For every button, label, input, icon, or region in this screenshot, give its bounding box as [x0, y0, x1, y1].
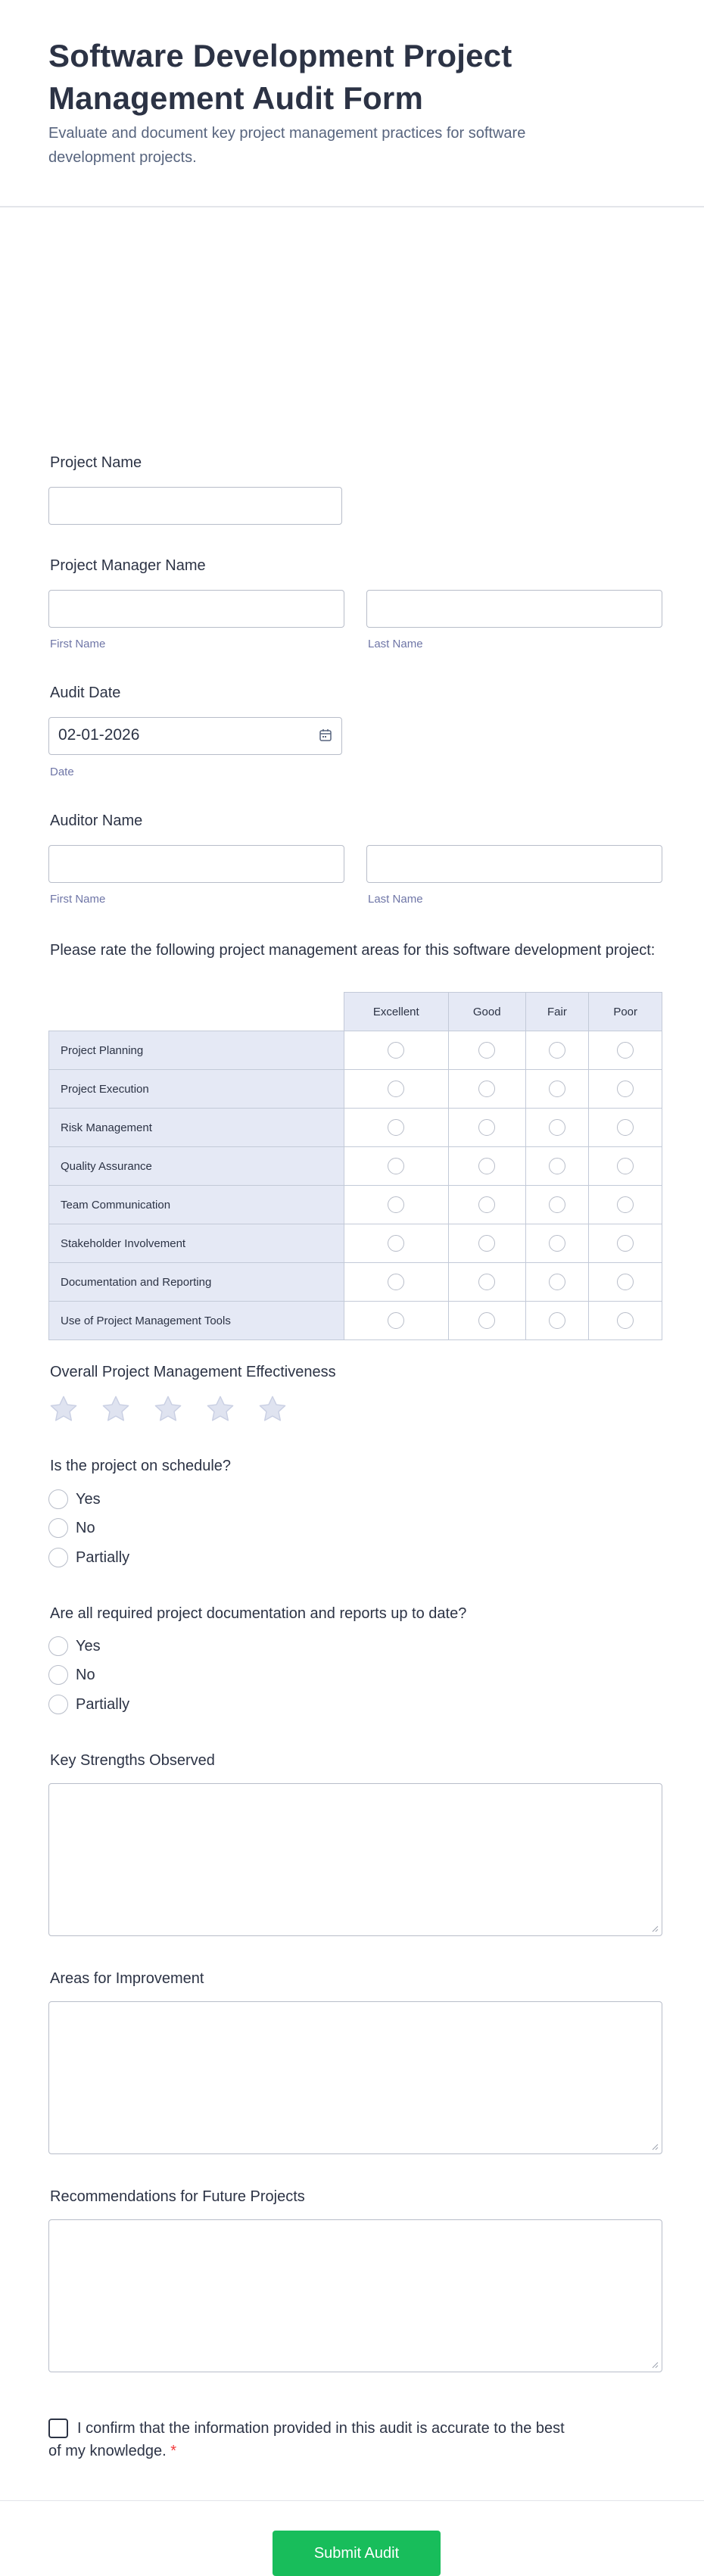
documentation-radio-partially[interactable]: [48, 1695, 68, 1714]
project-name-label: Project Name: [50, 454, 142, 471]
matrix-radio[interactable]: [617, 1274, 634, 1290]
matrix-row: [49, 1186, 662, 1224]
form-header: [0, 0, 704, 207]
project-manager-last-name-sublabel: Last Name: [368, 638, 423, 650]
matrix-row-label: Documentation and Reporting: [49, 1263, 344, 1302]
strengths-textarea[interactable]: [48, 1783, 662, 1936]
matrix-radio[interactable]: [478, 1312, 495, 1329]
matrix-radio[interactable]: [549, 1196, 565, 1213]
matrix-radio[interactable]: [617, 1158, 634, 1174]
matrix-radio[interactable]: [478, 1196, 495, 1213]
matrix-radio[interactable]: [478, 1042, 495, 1059]
star-rating: [48, 1393, 309, 1429]
matrix-radio[interactable]: [388, 1312, 404, 1329]
resize-handle-icon[interactable]: [651, 1925, 659, 1932]
matrix-radio[interactable]: [388, 1274, 404, 1290]
matrix-radio[interactable]: [617, 1042, 634, 1059]
recommendations-textarea[interactable]: [48, 2219, 662, 2372]
star-icon[interactable]: [257, 1393, 288, 1425]
matrix-radio[interactable]: [478, 1119, 495, 1136]
documentation-radio-no[interactable]: [48, 1665, 68, 1685]
star-icon[interactable]: [152, 1393, 184, 1425]
matrix-radio[interactable]: [549, 1119, 565, 1136]
rating-matrix: [48, 992, 662, 1340]
matrix-radio[interactable]: [478, 1235, 495, 1252]
matrix-row-label: Project Planning: [49, 1031, 344, 1070]
required-mark: *: [170, 2443, 176, 2459]
matrix-radio[interactable]: [478, 1081, 495, 1097]
audit-date-label: Audit Date: [50, 685, 121, 701]
rating-label: Overall Project Management Effectiveness: [50, 1364, 336, 1380]
matrix-radio[interactable]: [549, 1274, 565, 1290]
matrix-column-header: Poor: [589, 993, 662, 1031]
documentation-option-label: No: [76, 1667, 95, 1683]
matrix-radio[interactable]: [388, 1158, 404, 1174]
matrix-radio[interactable]: [549, 1158, 565, 1174]
auditor-first-name-sublabel: First Name: [50, 893, 106, 906]
matrix-row: [49, 1070, 662, 1109]
matrix-radio[interactable]: [549, 1312, 565, 1329]
matrix-column-header: Good: [448, 993, 525, 1031]
matrix-radio[interactable]: [549, 1081, 565, 1097]
footer-divider: [0, 2500, 704, 2501]
matrix-row-label: Quality Assurance: [49, 1147, 344, 1186]
auditor-last-name-input[interactable]: [366, 845, 662, 883]
matrix-corner: [49, 993, 344, 1031]
audit-date-input[interactable]: [48, 717, 342, 755]
project-manager-last-name-input[interactable]: [366, 590, 662, 628]
recommendations-label: Recommendations for Future Projects: [50, 2188, 305, 2205]
matrix-column-header: Fair: [525, 993, 589, 1031]
form-title: Software Development Project Management Audit Form: [48, 38, 512, 116]
schedule-option-label: No: [76, 1520, 95, 1536]
audit-date-value: 02-01-2026: [58, 726, 140, 744]
confirm-label: [48, 2417, 578, 2462]
matrix-row-label: Project Execution: [49, 1070, 344, 1109]
documentation-radio-yes[interactable]: [48, 1636, 68, 1656]
project-manager-first-name-sublabel: First Name: [50, 638, 106, 650]
matrix-radio[interactable]: [388, 1081, 404, 1097]
schedule-radio-no[interactable]: [48, 1518, 68, 1538]
matrix-row: [49, 1302, 662, 1340]
audit-date-sublabel: Date: [50, 766, 74, 778]
schedule-option-label: Yes: [76, 1491, 101, 1508]
schedule-radio-yes[interactable]: [48, 1489, 68, 1509]
project-manager-first-name-input[interactable]: [48, 590, 344, 628]
matrix-row-label: Use of Project Management Tools: [49, 1302, 344, 1340]
matrix-row-label: Risk Management: [49, 1109, 344, 1147]
matrix-radio[interactable]: [388, 1235, 404, 1252]
project-name-input[interactable]: [48, 487, 342, 525]
matrix-radio[interactable]: [617, 1081, 634, 1097]
calendar-icon[interactable]: [319, 728, 332, 742]
matrix-radio[interactable]: [478, 1274, 495, 1290]
improvement-textarea[interactable]: [48, 2001, 662, 2154]
improvement-label: Areas for Improvement: [50, 1970, 204, 1987]
star-icon[interactable]: [100, 1393, 132, 1425]
documentation-option-label: Partially: [76, 1696, 130, 1713]
strengths-label: Key Strengths Observed: [50, 1752, 215, 1769]
resize-handle-icon[interactable]: [651, 2361, 659, 2369]
form-description: Evaluate and document key project management practices for software development projects.: [48, 125, 526, 166]
matrix-row: [49, 1031, 662, 1070]
matrix-row-label: Team Communication: [49, 1186, 344, 1224]
documentation-option-label: Yes: [76, 1638, 101, 1654]
matrix-row: [49, 1224, 662, 1263]
matrix-row-label: Stakeholder Involvement: [49, 1224, 344, 1263]
star-icon[interactable]: [204, 1393, 236, 1425]
matrix-row: [49, 1109, 662, 1147]
documentation-question: Are all required project documentation and reports up to date?: [50, 1605, 467, 1622]
matrix-radio[interactable]: [617, 1196, 634, 1213]
matrix-question: Please rate the following project management areas for this software development project:: [50, 942, 656, 959]
schedule-option-label: Partially: [76, 1549, 130, 1566]
matrix-radio[interactable]: [617, 1235, 634, 1252]
matrix-radio[interactable]: [388, 1042, 404, 1059]
schedule-question: Is the project on schedule?: [50, 1458, 232, 1474]
matrix-row: [49, 1147, 662, 1186]
matrix-radio[interactable]: [549, 1235, 565, 1252]
schedule-radio-partially[interactable]: [48, 1548, 68, 1567]
auditor-last-name-sublabel: Last Name: [368, 893, 423, 906]
matrix-row: [49, 1263, 662, 1302]
matrix-radio[interactable]: [617, 1312, 634, 1329]
star-icon[interactable]: [48, 1393, 79, 1425]
matrix-radio[interactable]: [388, 1119, 404, 1136]
matrix-radio[interactable]: [388, 1196, 404, 1213]
matrix-radio[interactable]: [617, 1119, 634, 1136]
auditor-first-name-input[interactable]: [48, 845, 344, 883]
matrix-radio[interactable]: [478, 1158, 495, 1174]
resize-handle-icon[interactable]: [651, 2143, 659, 2150]
project-manager-label: Project Manager Name: [50, 557, 206, 574]
submit-button[interactable]: Submit Audit: [273, 2531, 441, 2576]
confirm-text: I confirm that the information provided in this audit is accurate to the best of my knowledge.: [48, 2420, 565, 2459]
matrix-radio[interactable]: [549, 1042, 565, 1059]
matrix-column-header: Excellent: [344, 993, 448, 1031]
auditor-name-label: Auditor Name: [50, 812, 143, 829]
